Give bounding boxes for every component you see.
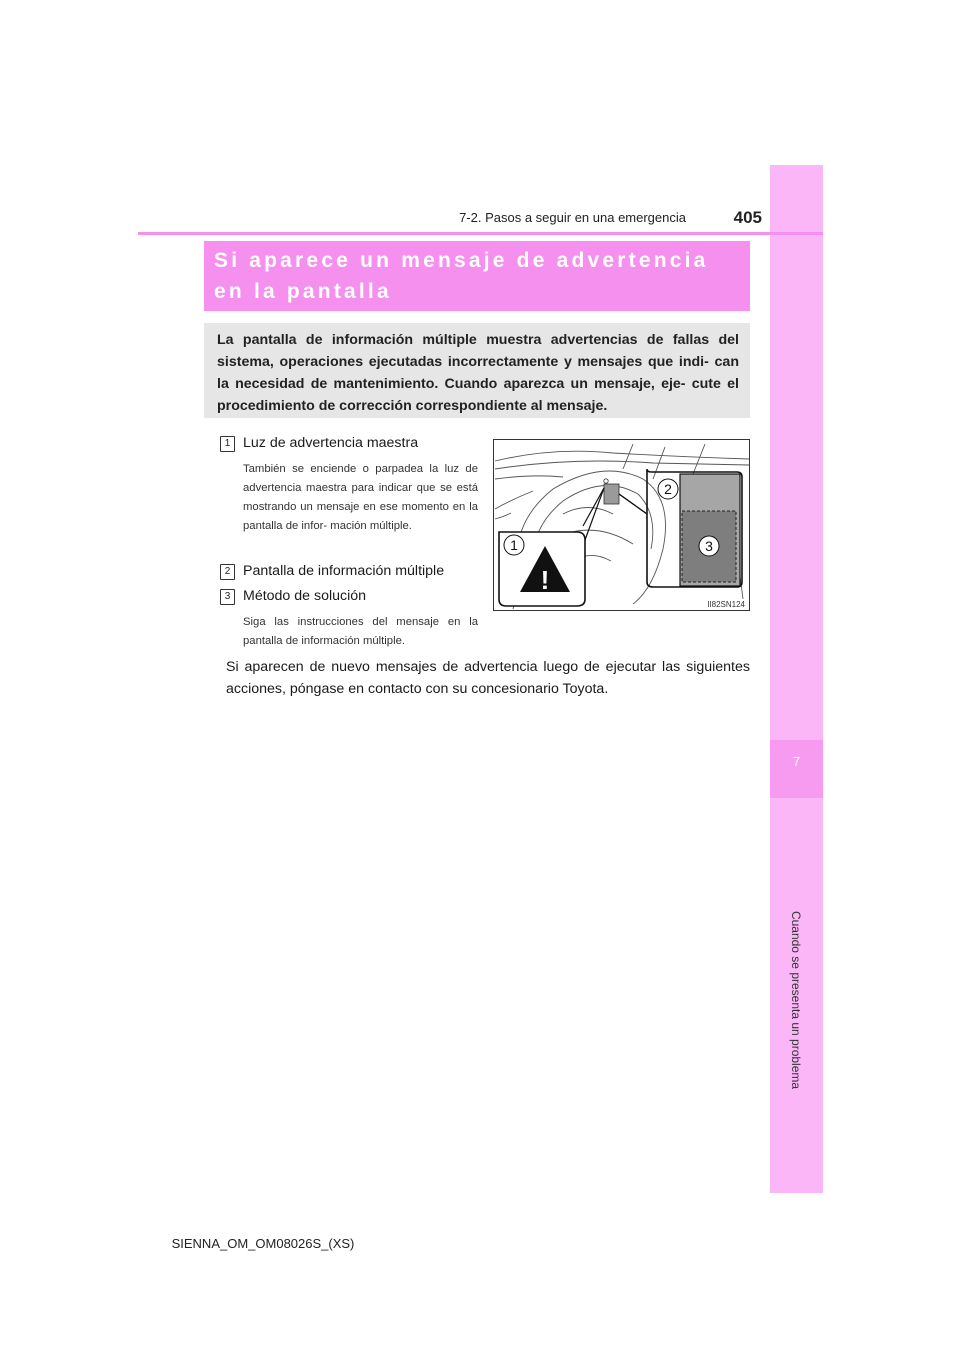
page-title: Si aparece un mensaje de advertencia en la pantalla <box>214 249 709 303</box>
item-number-badge: 3 <box>220 589 235 605</box>
item-description: Siga las instrucciones del mensaje en la pantalla de información múltiple. <box>243 616 478 647</box>
item-title: Pantalla de información múltiple <box>243 563 445 579</box>
item-number-badge: 2 <box>220 564 235 580</box>
item-description: También se enciende o parpadea la luz de advertencia maestra para indicar que se está mostrando un mensaje en ese momento en la pantalla de infor- mación múltiple. <box>243 463 478 532</box>
dashboard-illustration <box>493 439 750 611</box>
header-divider <box>138 232 823 235</box>
section-reference: 7-2. Pasos a seguir en una emergencia <box>459 210 686 225</box>
chapter-number: 7 <box>792 754 801 769</box>
callout-1: 1 <box>510 537 518 553</box>
warning-symbol: ! <box>540 565 550 595</box>
callout-3: 3 <box>705 538 713 554</box>
item-title: Método de solución <box>243 588 367 604</box>
document-footer: SIENNA_OM_OM08026S_(XS) <box>171 1236 355 1251</box>
chapter-title: Cuando se presenta un problema <box>789 910 803 1090</box>
callout-2: 2 <box>664 481 672 497</box>
closing-paragraph: Si aparecen de nuevo mensajes de advertencia luego de ejecutar las siguientes acciones, póngase en contacto con su concesionario Toyota. <box>226 659 750 697</box>
side-tab-chapter-marker <box>770 740 823 798</box>
intro-text: La pantalla de información múltiple muestra advertencias de fallas del sistema, operaciones ejecutadas incorrectamente y mensajes que indi- can la necesidad de mantenimiento. Cuando aparezca un mensaje, eje- cute el procedimiento de corrección correspondiente al mensaje. <box>217 332 739 414</box>
page-number: 405 <box>733 208 762 227</box>
item-number-badge: 1 <box>220 436 235 452</box>
item-title: Luz de advertencia maestra <box>243 435 419 451</box>
illustration-code: II82SN124 <box>707 600 745 609</box>
